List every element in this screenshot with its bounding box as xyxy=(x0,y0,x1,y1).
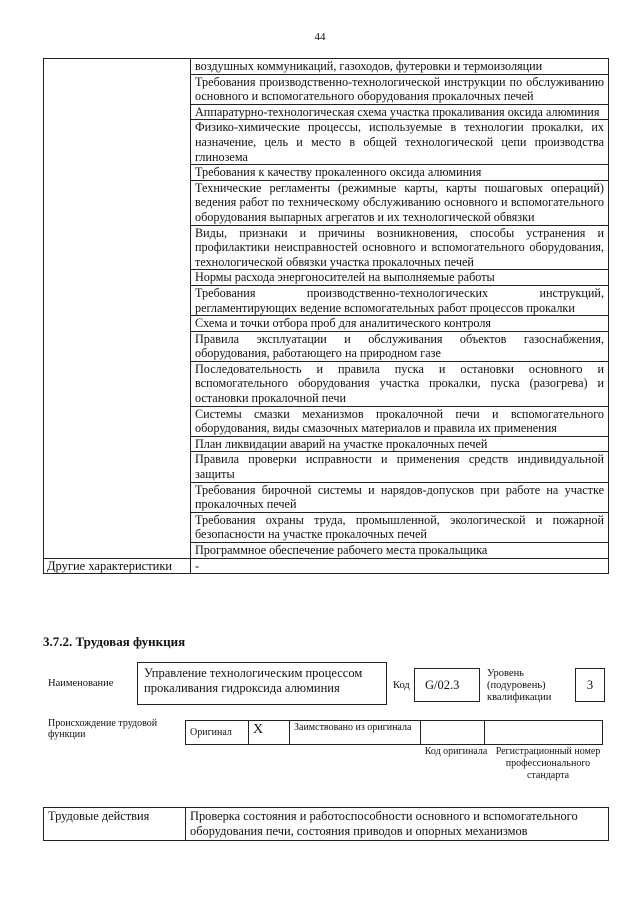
function-code: G/02.3 xyxy=(425,678,460,692)
table-row xyxy=(44,59,609,75)
origin-reg-cell xyxy=(485,721,603,745)
level-value: 3 xyxy=(586,678,594,692)
requirement-item: Требования производственно-технологической инструкции по обслуживанию основного и вспомогательного оборудования прокалочных печей xyxy=(191,74,609,104)
requirement-item: Требования к качеству прокаленного оксида алюминия xyxy=(191,165,609,181)
requirement-item: воздушных коммуникаций, газоходов, футеровки и термоизоляции xyxy=(191,59,609,75)
requirement-item: Аппаратурно-технологическая схема участка прокаливания оксида алюминия xyxy=(191,104,609,120)
requirement-item: Программное обеспечение рабочего места прокальщика xyxy=(191,543,609,559)
reg-number-label: Регистрационный номер профессионального стандарта xyxy=(495,746,601,781)
other-characteristics-value: - xyxy=(191,558,609,574)
page-number: 44 xyxy=(314,31,326,43)
level-label: Уровень (подуровень) квалификации xyxy=(487,668,552,703)
code-label: Код xyxy=(393,680,410,691)
origin-label: Происхождение трудовой функции xyxy=(48,718,158,740)
level-box xyxy=(575,668,605,702)
code-box xyxy=(414,668,480,702)
requirement-item: Требования охраны труда, промышленной, экологической и пожарной безопасности на участке прокалочных печей xyxy=(191,512,609,542)
name-box xyxy=(137,662,387,705)
requirements-table xyxy=(43,58,609,574)
requirement-item: Правила проверки исправности и применения средств индивидуальной защиты xyxy=(191,452,609,482)
table-row xyxy=(44,558,609,574)
original-label: Оригинал xyxy=(186,721,249,745)
labor-actions-value: Проверка состояния и работоспособности основного и вспомогательного оборудования печи, состояния приводов и опорных механизмов xyxy=(186,808,609,841)
requirement-item: Требования производственно-технологических инструкций, регламентирующих ведение вспомогательных работ процессов прокалки xyxy=(191,285,609,315)
name-label: Наименование xyxy=(48,678,114,689)
requirement-item: Виды, признаки и причины возникновения, способы устранения и профилактики неисправностей основного и вспомогательного оборудования, технологической обвязки участка прокалочных печей xyxy=(191,225,609,270)
original-mark: X xyxy=(249,721,290,745)
other-characteristics-label: Другие характеристики xyxy=(44,558,191,574)
labor-actions-label: Трудовые действия xyxy=(44,808,186,841)
section-heading: 3.7.2. Трудовая функция xyxy=(43,634,186,649)
borrowed-label: Заимствовано из оригинала xyxy=(290,721,421,745)
origin-code-cell xyxy=(421,721,485,745)
requirement-item: Схема и точки отбора проб для аналитического контроля xyxy=(191,316,609,332)
requirement-item: Технические регламенты (режимные карты, карты пошаговых операций) ведения работ по техническому обслуживанию основного и вспомогательного оборудования выпарных агрегатов и их технологической обвязки xyxy=(191,180,609,225)
requirement-item: Правила эксплуатации и обслуживания объектов газоснабжения, оборудования, работающего на природном газе xyxy=(191,331,609,361)
requirement-item: Системы смазки механизмов прокалочной печи и вспомогательного оборудования, виды смазочных материалов и правила их применения xyxy=(191,406,609,436)
requirement-item: Нормы расхода энергоносителей на выполняемые работы xyxy=(191,270,609,286)
origin-table xyxy=(185,720,603,745)
labor-actions-table xyxy=(43,807,609,841)
requirement-item: Требования бирочной системы и нарядов-допусков при работе на участке прокалочных печей xyxy=(191,482,609,512)
requirement-item: Последовательность и правила пуска и остановки основного и вспомогательного оборудования участка прокалки, пуска (разогрева) и остановки прокалочной печи xyxy=(191,361,609,406)
requirement-item: Физико-химические процессы, используемые в технологии прокалки, их назначение, цель и место в общей технологической цепи производства глинозема xyxy=(191,120,609,165)
function-name: Управление технологическим процессом прокаливания гидроксида алюминия xyxy=(144,666,363,695)
requirement-item: План ликвидации аварий на участке прокалочных печей xyxy=(191,436,609,452)
code-original-label: Код оригинала xyxy=(424,746,488,757)
left-blank-cell xyxy=(44,59,191,559)
